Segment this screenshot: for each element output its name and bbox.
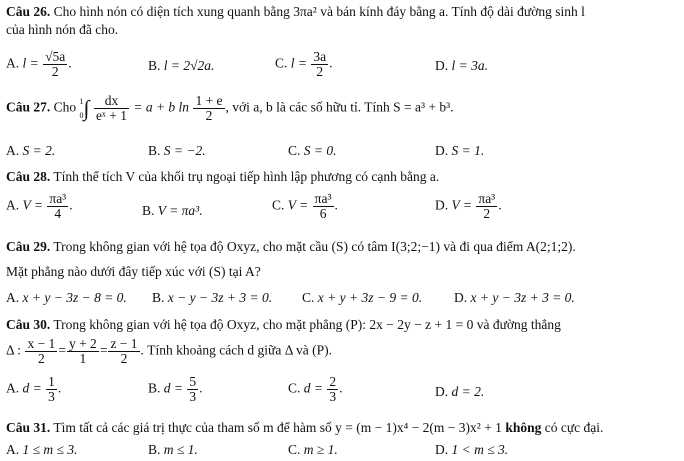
q27-log-fraction: $\frac{1 + e}{2}$ xyxy=(195,93,223,123)
q31-option-c[interactable]: C. m ≥ 1. xyxy=(288,442,338,457)
q30-stem-line1: Câu 30. Trong không gian với hệ tọa độ Oxyz, cho mặt phẳng (P): 2x − 2y − z + 1 = 0 và đường thẳng xyxy=(6,317,561,332)
q28-option-d[interactable]: D. V = $\frac{\text{πa³}}{2}$ . xyxy=(435,191,502,221)
q29-stem-line2: Mặt phẳng nào dưới đây tiếp xúc với (S) tại A? xyxy=(6,264,261,279)
q29-option-b[interactable]: B. x − y − 3z + 3 = 0. xyxy=(152,290,273,305)
q27-option-a[interactable]: A. S = 2. xyxy=(6,143,56,158)
q26-c-fraction: $\frac{3a}{2}$ xyxy=(313,49,327,79)
q28-option-b[interactable]: B. V = πa³. xyxy=(142,203,203,218)
q28-label: Câu 28. xyxy=(6,169,51,184)
q31-option-a[interactable]: A. 1 ≤ m ≤ 3. xyxy=(6,442,78,457)
q27-option-b[interactable]: B. S = −2. xyxy=(148,143,206,158)
q31-option-b[interactable]: B. m ≤ 1. xyxy=(148,442,198,457)
q31-label: Câu 31. xyxy=(6,420,51,435)
q26-label: Câu 26. xyxy=(6,4,51,19)
q28-option-a[interactable]: A. V = $\frac{\text{πa³}}{4}$ . xyxy=(6,191,73,221)
q27-label: Câu 27. xyxy=(6,99,51,115)
q27-integrand: $\frac{dx}{\text{eˣ + 1}}$ xyxy=(95,93,127,123)
q26-stem-line2 xyxy=(6,22,680,38)
q31-option-d[interactable]: D. 1 < m ≤ 3. xyxy=(435,442,509,457)
integral-sign-icon: ∫ xyxy=(83,95,90,121)
q30-option-b[interactable]: B. d = $\frac{5}{3}$ . xyxy=(148,374,203,404)
q26-stem-line1 xyxy=(6,4,680,20)
q26-text-1: Cho hình nón có diện tích xung quanh bằng 3πa² và bán kính đáy bằng a. Tính độ dài đường sinh l xyxy=(53,4,585,19)
q26-option-a[interactable]: A. l = $\frac{√5a}{2}$ . xyxy=(6,49,72,79)
q29-label: Câu 29. xyxy=(6,239,51,254)
q26-option-c[interactable]: C. l = $\frac{3a}{2}$ . xyxy=(275,49,333,79)
q26-option-b[interactable]: B. l = 2√2a. xyxy=(148,58,215,73)
q26-option-d[interactable]: D. l = 3a. xyxy=(435,58,488,73)
q30-fraction-y: $\frac{y + 2}{1}$ xyxy=(68,336,97,366)
q30-stem-line2: Δ : $\frac{x - 1}{2}$ = $\frac{y + 2}{1}$ = $\frac{z - 1}{2}$ . Tính khoảng cách d giữa Δ và (P). xyxy=(6,336,332,366)
q30-fraction-x: $\frac{x - 1}{2}$ xyxy=(27,336,56,366)
q30-option-d[interactable]: D. d = 2. xyxy=(435,384,485,399)
q30-option-a[interactable]: A. d = $\frac{1}{3}$ . xyxy=(6,374,62,404)
q31-stem: Câu 31. Tìm tất cả các giá trị thực của tham số m để hàm số y = (m − 1)x⁴ − 2(m − 3)x² + 1 không có cực đại. xyxy=(6,420,604,435)
q27-stem: Câu 27. Cho 1 0 ∫ $\frac{dx}{\text{eˣ + 1}}$ = a + b ln $\frac{1 + e}{2}$ , với a, b là các số hữu tỉ. Tính S = a³ + b³. xyxy=(6,93,454,123)
q27-option-c[interactable]: C. S = 0. xyxy=(288,143,337,158)
q29-option-a[interactable]: A. x + y − 3z − 8 = 0. xyxy=(6,290,127,305)
q26-a-fraction: $\frac{√5a}{2}$ xyxy=(45,49,66,79)
q29-option-d[interactable]: D. x + y − 3z + 3 = 0. xyxy=(454,290,575,305)
q27-integral-limits: 1 0 xyxy=(79,96,84,120)
q30-option-c[interactable]: C. d = $\frac{2}{3}$ . xyxy=(288,374,343,404)
q29-option-c[interactable]: C. x + y + 3z − 9 = 0. xyxy=(302,290,423,305)
q29-stem-line1: Câu 29. Trong không gian với hệ tọa độ Oxyz, cho mặt cầu (S) có tâm I(3;2;−1) và đi qua điểm A(2;1;2). xyxy=(6,239,576,254)
q27-option-d[interactable]: D. S = 1. xyxy=(435,143,485,158)
q28-stem: Câu 28. Tính thể tích V của khối trụ ngoại tiếp hình lập phương có cạnh bằng a. xyxy=(6,169,440,184)
q28-option-c[interactable]: C. V = $\frac{\text{πa³}}{6}$ . xyxy=(272,191,338,221)
q30-fraction-z: $\frac{z - 1}{2}$ xyxy=(110,336,138,366)
q26-text-2: của hình nón đã cho. xyxy=(6,22,119,37)
q30-label: Câu 30. xyxy=(6,317,51,332)
